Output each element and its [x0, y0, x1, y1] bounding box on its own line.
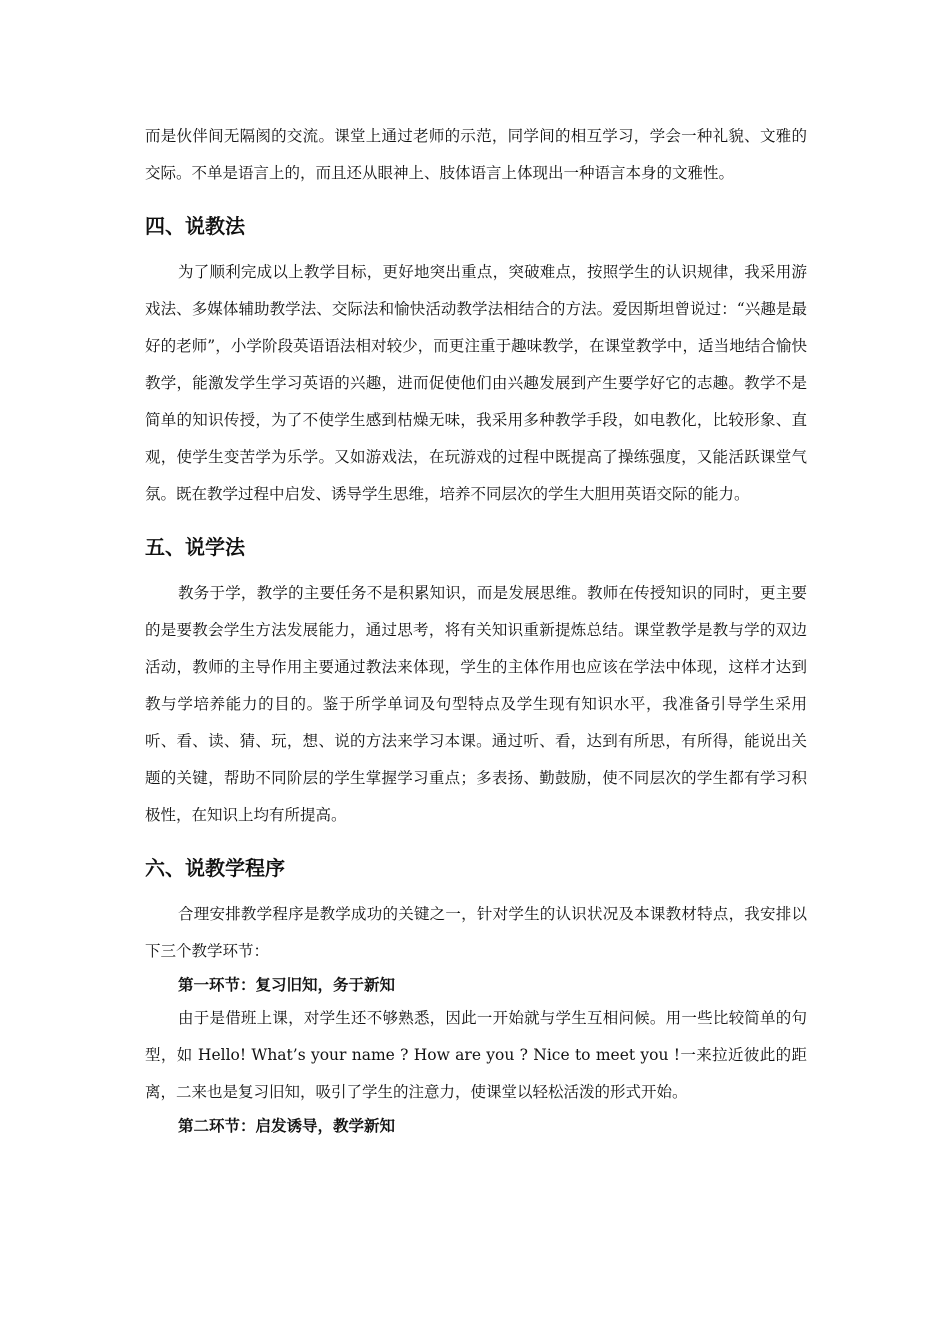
learning-method-paragraph: 教务于学，教学的主要任务不是积累知识，而是发展思维。教师在传授知识的同时，更主要的是要教会学生方法发展能力，通过思考，将有关知识重新提炼总结。课堂教学是教与学的双边活动，教师的主导作用主要通过教法来体现，学生的主体作用也应该在学法中体现，这样才达到教与学培养能力的目的。鉴于所学单词及句型特点及学生现有知识水平，我准备引导学生采用听、看、读、猜、玩，想、说的方法来学习本课。通过听、看，达到有所思，有所得，能说出关题的关键，帮助不同阶层的学生掌握学习重点；多表扬、勤鼓励，使不同层次的学生都有学习积极性，在知识上均有所提高。 [145, 584, 807, 824]
teaching-method-paragraph: 为了顺利完成以上教学目标，更好地突出重点，突破难点，按照学生的认识规律，我采用游戏法、多媒体辅助教学法、交际法和愉快活动教学法相结合的方法。爱因斯坦曾说过：“兴趣是最好的老师”，小学阶段英语语法相对较少，而更注重于趣味教学，在课堂教学中，适当地结合愉快教学，能激发学生学习英语的兴趣，进而促使他们由兴趣发展到产生要学好它的志趣。教学不是简单的知识传授，为了不使学生感到枯燥无味，我采用多种教学手段，如电教化，比较形象、直观，使学生变苦学为乐学。又如游戏法，在玩游戏的过程中既提高了操练强度，又能活跃课堂气氛。既在教学过程中启发、诱导学生思维，培养不同层次的学生大胆用英语交际的能力。 [145, 263, 807, 503]
teaching-procedure-paragraph: 合理安排教学程序是教学成功的关键之一，针对学生的认识状况及本课教材特点，我安排以下三个教学环节： [145, 905, 807, 960]
step-one-paragraph: 由于是借班上课，对学生还不够熟悉，因此一开始就与学生互相问候。用一些比较简单的句型，如 Hello! What’s your name ? How are you ? Nice to meet you !一来拉近彼此的距离，二来也是复习旧知，吸引了学生的注意力，使课堂以轻松活泼的形式开始。 [145, 1009, 807, 1101]
document-page [145, 118, 807, 1141]
heading-teaching-method: 四、说教法 [145, 214, 245, 238]
heading-step-two: 第二环节：启发诱导，教学新知 [178, 1117, 396, 1135]
heading-step-one: 第一环节：复习旧知，务于新知 [178, 976, 396, 994]
intro-paragraph: 而是伙伴间无隔阂的交流。课堂上通过老师的示范，同学间的相互学习，学会一种礼貌、文雅的交际。不单是语言上的，而且还从眼神上、肢体语言上体现出一种语言本身的文雅性。 [145, 127, 807, 182]
heading-learning-method: 五、说学法 [145, 535, 245, 559]
heading-teaching-procedure: 六、说教学程序 [145, 856, 285, 880]
